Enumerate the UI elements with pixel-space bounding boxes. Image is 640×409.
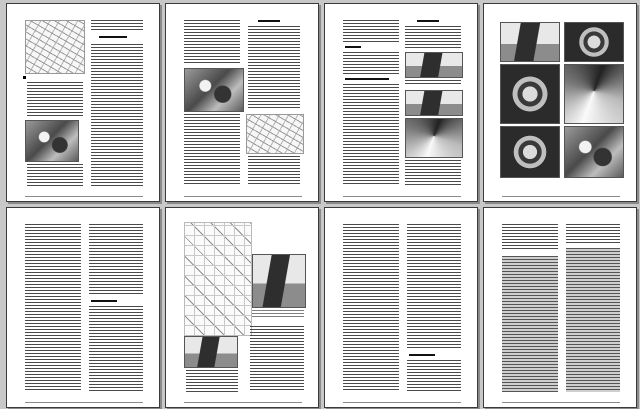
page-6-left-text-bottom: [186, 370, 238, 392]
page-5-right-text-top: [89, 224, 143, 296]
page-3-subheading-1: [345, 46, 361, 48]
page-4-photo-propeller: [564, 22, 624, 62]
page-3-left-text-bottom: [343, 84, 399, 186]
page-8-left-table-block: [502, 256, 558, 392]
page-8-left-text-top: [502, 224, 558, 250]
page-2-assembly-photo: [184, 68, 244, 112]
page-5-subheading: [91, 300, 117, 302]
page-2-right-text-top: [248, 26, 300, 110]
page-thumbnail-8[interactable]: [483, 207, 637, 408]
page-3-caption-1: [405, 80, 461, 86]
page-1-right-text-top: [91, 20, 143, 32]
page-1-machine-photo: [25, 120, 79, 162]
page-3-aircraft-photo-1: [405, 52, 463, 78]
page-3-right-text-top: [405, 26, 461, 48]
page-1-line-drawing: [25, 20, 85, 74]
page-1-left-text-bottom: [27, 164, 83, 186]
page-4-photo-ring: [500, 126, 560, 178]
page-3-nose-cone-photo: [405, 118, 463, 158]
page-7-right-text-top: [407, 224, 461, 350]
page-6-blueprint-drawing: [184, 222, 252, 336]
page-7-left-text: [343, 224, 399, 392]
page-6-aircraft-photo: [252, 254, 306, 308]
page-4-footer: [502, 196, 620, 197]
page-1-right-text: [91, 44, 143, 186]
page-6-right-text: [250, 326, 304, 392]
page-7-subheading: [409, 354, 435, 356]
page-5-footer: [25, 402, 143, 403]
page-5-left-text: [25, 224, 81, 392]
page-3-left-text-mid: [343, 52, 399, 74]
page-2-frame-photo: [246, 114, 304, 154]
page-2-left-text-top: [184, 20, 240, 64]
page-5-right-text-bottom: [89, 306, 143, 392]
page-2-right-text-bottom: [248, 156, 300, 186]
page-thumbnail-5[interactable]: [6, 207, 160, 408]
page-3-section-heading: [417, 20, 439, 22]
page-3-aircraft-photo-2: [405, 90, 463, 116]
page-7-right-text-bottom: [407, 360, 461, 392]
page-4-photo-aircraft: [500, 22, 560, 62]
page-thumbnail-3[interactable]: [324, 3, 478, 202]
page-1-section-heading: [99, 36, 127, 38]
page-4-photo-cone: [564, 64, 624, 124]
page-4-photo-engine: [564, 126, 624, 178]
page-thumbnail-6[interactable]: [165, 207, 319, 408]
page-3-right-text-bottom: [405, 160, 461, 186]
page-1-figure-marker: [23, 76, 26, 79]
page-1-left-text-top: [27, 82, 83, 116]
page-thumbnail-7[interactable]: [324, 207, 478, 408]
page-4-photo-intake: [500, 64, 560, 124]
page-8-right-table-block: [566, 248, 620, 392]
page-thumbnail-1[interactable]: [6, 3, 160, 202]
page-6-model-photo: [184, 336, 238, 368]
page-6-caption: [252, 310, 304, 318]
page-1-footer: [25, 196, 143, 197]
page-7-footer: [343, 402, 461, 403]
page-thumbnail-4[interactable]: [483, 3, 637, 202]
page-8-footer: [502, 402, 620, 403]
page-3-subheading-2: [345, 78, 389, 80]
page-thumbnail-2[interactable]: [165, 3, 319, 202]
page-3-left-text-top: [343, 20, 399, 42]
page-2-left-text-bottom: [184, 114, 240, 186]
page-8-right-text-top: [566, 224, 620, 244]
page-3-footer: [343, 196, 461, 197]
page-2-footer: [184, 196, 302, 197]
page-2-section-heading: [258, 20, 280, 22]
page-6-footer: [184, 402, 302, 403]
